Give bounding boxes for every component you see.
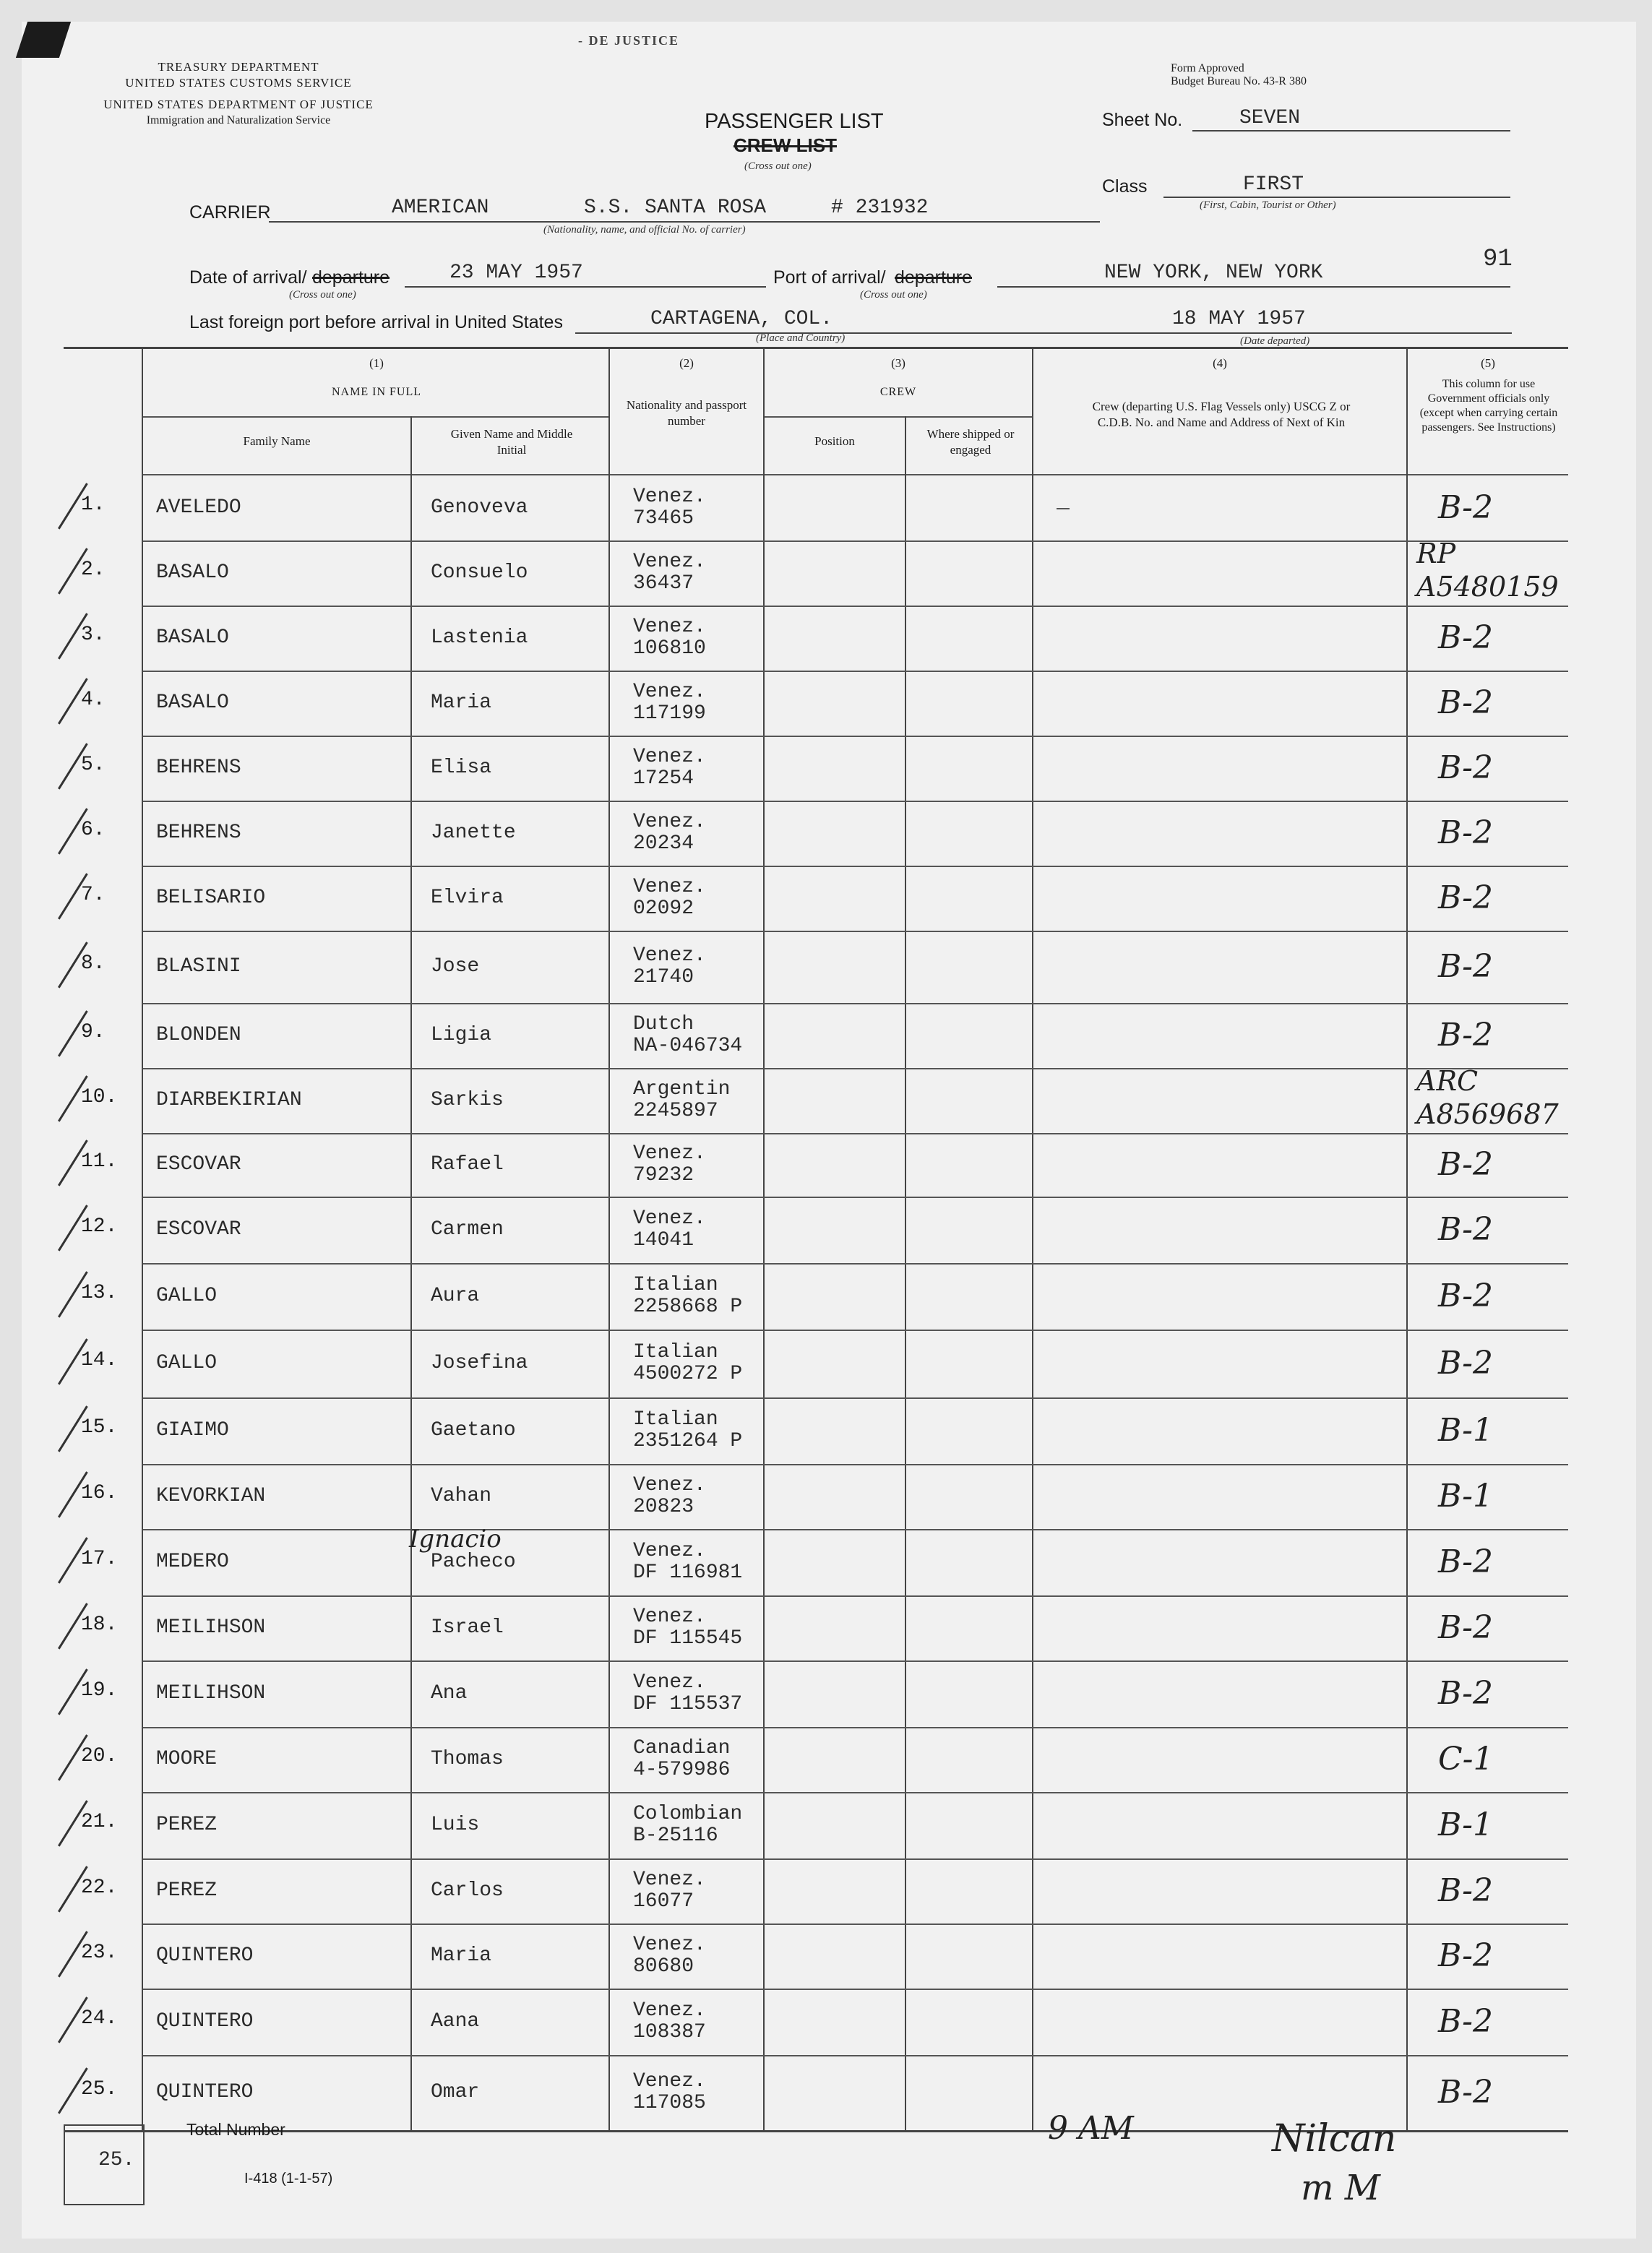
row-divider [143, 1197, 1568, 1198]
family-name: QUINTERO [156, 2081, 254, 2103]
carrier-underline [269, 221, 1100, 223]
given-name: Pacheco [431, 1551, 516, 1573]
col-line-nat [608, 347, 610, 2130]
visa-class: B-2 [1438, 948, 1494, 985]
given-name: Gaetano [431, 1419, 516, 1442]
last-port-label: Last foreign port before arrival in United States [189, 312, 563, 332]
family-name: GALLO [156, 1352, 218, 1374]
family-name: BASALO [156, 692, 229, 714]
visa-class: B-2 [1438, 619, 1494, 656]
port-cross-note: (Cross out one) [860, 289, 927, 301]
nationality-passport [633, 876, 706, 920]
last-port-value: CARTAGENA, COL. [650, 308, 833, 330]
page-number: 91 [1483, 246, 1513, 273]
row-divider [143, 1989, 1568, 1990]
nationality: Dutch [633, 1013, 694, 1035]
col-line-col5 [1406, 347, 1408, 2130]
col-line-crew [763, 347, 765, 2130]
row-divider [143, 1133, 1568, 1134]
visa-class: B-2 [1438, 1872, 1494, 1909]
sheet-label: Sheet No. [1102, 110, 1183, 130]
passport-number: 106810 [633, 637, 706, 660]
family-name: BEHRENS [156, 757, 241, 779]
row-number: 10. [81, 1086, 118, 1108]
row-number: 9. [81, 1021, 106, 1043]
family-name: BLASINI [156, 955, 241, 978]
given-name: Josefina [431, 1352, 528, 1374]
sheet-value: SEVEN [1239, 107, 1301, 129]
row-divider [143, 1660, 1568, 1662]
passport-number: 2351264 P [633, 1430, 743, 1452]
passport-number: 17254 [633, 767, 694, 790]
last-port-underline [575, 332, 1512, 334]
nationality: Venez. [633, 944, 706, 967]
agency-line-3: UNITED STATES DEPARTMENT OF JUSTICE [103, 98, 374, 111]
visa-class: B-2 [1438, 1937, 1494, 1974]
col3-position: Position [814, 434, 855, 448]
nationality-passport [633, 1672, 742, 1715]
row-number: 12. [81, 1215, 118, 1238]
row-divider [143, 1330, 1568, 1331]
port-value: NEW YORK, NEW YORK [1104, 262, 1323, 284]
visa-class: B-2 [1438, 749, 1494, 786]
row-divider [143, 1792, 1568, 1793]
visa-class: C-1 [1438, 1741, 1494, 1778]
family-name: QUINTERO [156, 2010, 254, 2033]
passport-number: 14041 [633, 1229, 694, 1252]
row-number: 25. [81, 2078, 118, 2101]
row-divider [143, 540, 1568, 542]
signature-line-2: m M [1301, 2168, 1380, 2208]
row-divider [143, 1068, 1568, 1069]
given-name: Consuelo [431, 561, 528, 584]
nationality: Venez. [633, 1474, 706, 1496]
row-divider [143, 1397, 1568, 1399]
nationality-passport [633, 1208, 706, 1252]
row-number: 4. [81, 689, 106, 711]
nationality: Venez. [633, 746, 706, 768]
visa-class: B-2 [1438, 2003, 1494, 2040]
carrier-nationality: AMERICAN [392, 197, 489, 219]
family-name: AVELEDO [156, 496, 241, 519]
passport-number: 4500272 P [633, 1363, 743, 1385]
alien-registration-number: A5480159 [1416, 571, 1559, 603]
total-value: 25. [98, 2149, 135, 2171]
row-divider [143, 2055, 1568, 2056]
passport-number: 21740 [633, 966, 694, 988]
nationality: Venez. [633, 1671, 706, 1694]
family-name: MEDERO [156, 1551, 229, 1573]
dash-mark [1057, 508, 1070, 509]
row-number: 1. [81, 494, 106, 516]
date-cross-note: (Cross out one) [289, 289, 356, 301]
agency-line-2: UNITED STATES CUSTOMS SERVICE [125, 76, 352, 90]
family-name: BASALO [156, 626, 229, 649]
visa-class: B-2 [1438, 1017, 1494, 1054]
passport-number: B-25116 [633, 1825, 718, 1847]
nationality: Colombian [633, 1803, 743, 1825]
visa-class: B-2 [1438, 1278, 1494, 1314]
nationality: Italian [633, 1408, 718, 1431]
passport-number: 36437 [633, 572, 694, 595]
agency-line-4: Immigration and Naturalization Service [146, 114, 331, 126]
handwritten-given-name: Ignacio [409, 1525, 502, 1554]
visa-class: B-1 [1438, 1478, 1494, 1515]
sheet-underline [1192, 130, 1510, 132]
total-label: Total Number [186, 2120, 285, 2139]
carrier-name: S.S. SANTA ROSA [584, 197, 767, 219]
given-name: Lastenia [431, 626, 528, 649]
family-name: DIARBEKIRIAN [156, 1089, 302, 1111]
nationality: Venez. [633, 616, 706, 638]
given-name: Carmen [431, 1218, 504, 1241]
nationality: Venez. [633, 1142, 706, 1165]
visa-class: B-2 [1438, 1609, 1494, 1646]
row-number: 15. [81, 1416, 118, 1439]
date-value: 23 MAY 1957 [449, 262, 583, 284]
class-underline [1163, 197, 1510, 198]
crew-list-struck: CREW LIST [733, 134, 837, 156]
col3-where: Where shipped or engaged [926, 427, 1015, 457]
passport-number: 2258668 P [633, 1296, 743, 1318]
row-number: 8. [81, 952, 106, 975]
row-number: 14. [81, 1349, 118, 1371]
row-number: 3. [81, 624, 106, 646]
given-name: Janette [431, 822, 516, 844]
row-number: 23. [81, 1942, 118, 1964]
nationality: Venez. [633, 876, 706, 898]
nationality: Venez. [633, 1999, 706, 2022]
row-number: 20. [81, 1745, 118, 1767]
visa-class: B-2 [1438, 1345, 1494, 1382]
nationality-passport [633, 811, 706, 855]
date-label: Date of arrival/ [189, 267, 307, 288]
visa-class: B-2 [1438, 2074, 1494, 2111]
passport-number: 02092 [633, 897, 694, 920]
col-line-left [142, 347, 143, 2130]
passport-number: DF 115537 [633, 1693, 743, 1715]
nationality: Venez. [633, 811, 706, 833]
given-name: Genoveva [431, 496, 528, 519]
visa-class: B-2 [1438, 1543, 1494, 1580]
date-departed-note: (Date departed) [1240, 335, 1310, 347]
col-line-col4 [1032, 347, 1033, 2130]
visa-class: B-2 [1438, 1146, 1494, 1183]
col4-num: (4) [1213, 356, 1227, 370]
nationality-passport [633, 746, 706, 790]
col2-num: (2) [679, 356, 694, 370]
passport-number: 117199 [633, 702, 706, 725]
name-subheader-line [143, 416, 610, 418]
nationality-passport [633, 1409, 742, 1452]
row-divider [143, 1858, 1568, 1860]
passport-number: 20823 [633, 1496, 694, 1518]
visa-class: B-2 [1438, 489, 1494, 526]
row-divider [143, 931, 1568, 932]
document-page [22, 22, 1636, 2239]
nationality-passport [633, 1804, 742, 1847]
family-name: BLONDEN [156, 1024, 241, 1046]
row-number: 6. [81, 819, 106, 841]
nationality-passport [633, 681, 706, 725]
given-name: Ligia [431, 1024, 492, 1046]
class-label: Class [1102, 176, 1148, 197]
nationality: Venez. [633, 2070, 706, 2093]
family-name: BEHRENS [156, 822, 241, 844]
passport-number: 2245897 [633, 1100, 718, 1122]
passport-number: 80680 [633, 1955, 694, 1978]
passport-number: DF 115545 [633, 1627, 743, 1650]
row-number: 21. [81, 1811, 118, 1833]
nationality: Argentin [633, 1078, 731, 1100]
given-name: Luis [431, 1814, 480, 1836]
given-name: Rafael [431, 1153, 504, 1176]
form-approved: Form Approved [1171, 62, 1244, 74]
row-divider [143, 606, 1568, 607]
carrier-note: (Nationality, name, and official No. of carrier) [543, 224, 746, 236]
family-name: MEILIHSON [156, 1682, 266, 1705]
col3-title: CREW [879, 386, 917, 398]
nationality-passport [633, 1475, 706, 1518]
family-name: GIAIMO [156, 1419, 229, 1442]
row-divider [143, 1464, 1568, 1465]
date-struck: departure [312, 267, 390, 288]
nationality-passport [633, 1079, 730, 1122]
port-label: Port of arrival/ [773, 267, 886, 288]
family-name: QUINTERO [156, 1944, 254, 1967]
budget-bureau: Budget Bureau No. 43-R 380 [1171, 75, 1307, 87]
given-name: Jose [431, 955, 480, 978]
form-number: I-418 (1-1-57) [244, 2171, 333, 2187]
col2-title: Nationality and passport number [626, 398, 747, 428]
nationality: Venez. [633, 1934, 706, 1956]
row-number: 2. [81, 559, 106, 581]
col1-title: NAME IN FULL [332, 386, 421, 398]
visa-class: B-2 [1438, 1675, 1494, 1712]
row-divider [143, 866, 1568, 867]
crew-subheader-line [765, 416, 1032, 418]
nationality-passport [633, 1143, 706, 1186]
port-underline [997, 286, 1510, 288]
visa-class: B-1 [1438, 1806, 1494, 1843]
family-name: KEVORKIAN [156, 1485, 266, 1507]
class-value: FIRST [1243, 173, 1304, 196]
nationality: Italian [633, 1274, 718, 1296]
given-name: Elisa [431, 757, 492, 779]
row-divider [143, 1727, 1568, 1728]
passport-number: 79232 [633, 1164, 694, 1186]
nationality-passport [633, 1606, 742, 1650]
row-divider [143, 736, 1568, 737]
agency-line-1: TREASURY DEPARTMENT [158, 60, 319, 74]
col5-title: This column for use Government officials only (except when carrying certain passengers. See Instructions) [1419, 378, 1558, 434]
page-title: PASSENGER LIST [705, 110, 884, 133]
last-port-note: (Place and Country) [756, 332, 846, 344]
nationality-passport [633, 945, 706, 988]
class-note: (First, Cabin, Tourist or Other) [1200, 199, 1336, 211]
passport-number: 73465 [633, 507, 694, 530]
nationality: Italian [633, 1341, 718, 1364]
passport-number: NA-046734 [633, 1035, 743, 1057]
passport-number: 20234 [633, 832, 694, 855]
row-divider [143, 801, 1568, 802]
given-name: Sarkis [431, 1089, 504, 1111]
family-name: PEREZ [156, 1879, 218, 1902]
port-struck: departure [895, 267, 973, 288]
signature-line-1: Nilcan [1272, 2117, 1397, 2161]
nationality-passport [633, 1275, 742, 1318]
row-divider [143, 1003, 1568, 1004]
passport-number: DF 116981 [633, 1561, 743, 1584]
row-divider [143, 1529, 1568, 1530]
given-name: Ana [431, 1682, 468, 1705]
date-departed-value: 18 MAY 1957 [1172, 308, 1306, 330]
visa-class: B-2 [1438, 1211, 1494, 1248]
top-stamp: - DE JUSTICE [578, 33, 680, 48]
nationality: Canadian [633, 1737, 731, 1759]
nationality-passport [633, 2000, 706, 2043]
row-divider [143, 1595, 1568, 1597]
given-name: Omar [431, 2081, 480, 2103]
col1-given: Given Name and Middle Initial [450, 427, 573, 457]
row-divider [143, 1924, 1568, 1925]
given-name: Aura [431, 1285, 480, 1307]
family-name: ESCOVAR [156, 1153, 241, 1176]
family-name: GALLO [156, 1285, 218, 1307]
nationality-passport [633, 486, 706, 530]
row-number: 16. [81, 1482, 118, 1504]
col1-family: Family Name [243, 434, 311, 448]
given-name: Thomas [431, 1748, 504, 1770]
family-name: ESCOVAR [156, 1218, 241, 1241]
row-divider [143, 1263, 1568, 1265]
given-name: Carlos [431, 1879, 504, 1902]
given-name: Elvira [431, 887, 504, 909]
nationality-passport [633, 1934, 706, 1978]
row-divider [143, 671, 1568, 672]
given-name: Israel [431, 1616, 504, 1639]
nationality-passport [633, 551, 706, 595]
family-name: BASALO [156, 561, 229, 584]
nationality-passport [633, 1738, 730, 1781]
family-name: BELISARIO [156, 887, 266, 909]
nationality: Venez. [633, 681, 706, 703]
passport-number: 16077 [633, 1890, 694, 1913]
family-name: MEILIHSON [156, 1616, 266, 1639]
table-top-border [64, 347, 1568, 349]
carrier-number: # 231932 [831, 197, 929, 219]
nationality-passport [633, 2071, 706, 2114]
row-number: 17. [81, 1548, 118, 1570]
visa-class: RP [1416, 538, 1456, 569]
nationality: Venez. [633, 551, 706, 573]
header-bottom-line [143, 474, 1568, 475]
nationality: Venez. [633, 486, 706, 508]
time-note: 9 AM [1048, 2110, 1134, 2147]
carrier-label: CARRIER [189, 202, 271, 223]
visa-class: ARC [1416, 1065, 1479, 1097]
row-number: 22. [81, 1877, 118, 1899]
col5-num: (5) [1481, 356, 1495, 370]
given-name: Vahan [431, 1485, 492, 1507]
family-name: MOORE [156, 1748, 218, 1770]
nationality-passport [633, 1869, 706, 1913]
given-name: Maria [431, 1944, 492, 1967]
passport-number: 108387 [633, 2021, 706, 2043]
col-line-given [410, 416, 412, 2130]
col-line-where [905, 416, 906, 2130]
visa-class: B-2 [1438, 684, 1494, 721]
row-number: 11. [81, 1150, 118, 1173]
row-number: 24. [81, 2007, 118, 2030]
row-number: 18. [81, 1614, 118, 1636]
family-name: PEREZ [156, 1814, 218, 1836]
passport-number: 117085 [633, 2092, 706, 2114]
nationality-passport [633, 1342, 742, 1385]
nationality-passport [633, 1541, 742, 1584]
cross-out-note: (Cross out one) [744, 160, 812, 172]
row-number: 7. [81, 884, 106, 906]
nationality-passport [633, 616, 706, 660]
visa-class: B-2 [1438, 879, 1494, 916]
nationality: Venez. [633, 1540, 706, 1562]
row-number: 19. [81, 1679, 118, 1702]
visa-class: B-2 [1438, 814, 1494, 851]
nationality: Venez. [633, 1207, 706, 1230]
row-number: 13. [81, 1282, 118, 1304]
nationality-passport [633, 1014, 742, 1057]
alien-registration-number: A8569687 [1416, 1098, 1559, 1130]
col4-title: Crew (departing U.S. Flag Vessels only) USCG Z or C.D.B. No. and Name and Address of Next of Kin [1092, 400, 1351, 429]
given-name: Maria [431, 692, 492, 714]
given-name: Aana [431, 2010, 480, 2033]
nationality: Venez. [633, 1869, 706, 1891]
date-underline [405, 286, 766, 288]
nationality: Venez. [633, 1606, 706, 1628]
passport-number: 4-579986 [633, 1759, 731, 1781]
visa-class: B-1 [1438, 1412, 1494, 1449]
col3-num: (3) [891, 356, 905, 370]
col1-num: (1) [369, 356, 384, 370]
row-number: 5. [81, 754, 106, 776]
